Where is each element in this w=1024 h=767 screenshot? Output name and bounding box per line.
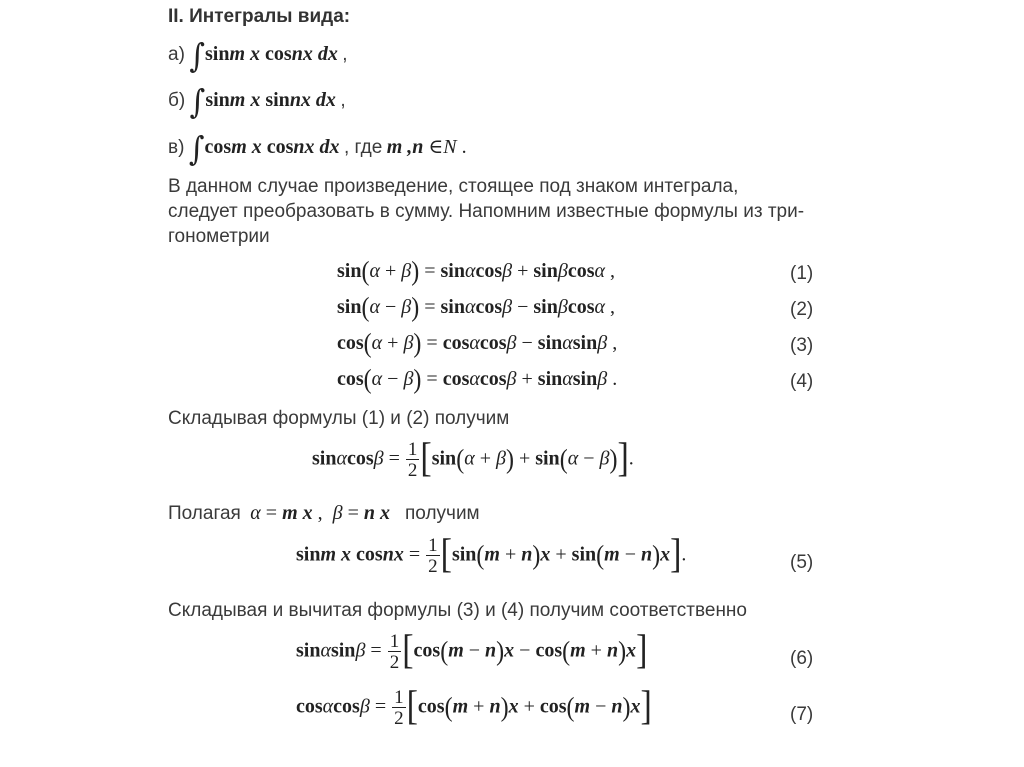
eq-number-4: (4) bbox=[790, 371, 814, 392]
eq-number-6: (6) bbox=[790, 648, 814, 669]
identity-1: sin(α + β) = sinαcosβ + sinβcosα , bbox=[337, 257, 615, 287]
integral-item-v: в) ∫cosm x cosnx dx , где m ,n ∈N . bbox=[168, 130, 467, 169]
equation-7: cosαcosβ = $\frac{1}{2}$ [cos(m + n)x + cos(m − n)x] bbox=[296, 683, 652, 729]
integral-item-b: б) ∫sinm x sinnx dx , bbox=[168, 83, 346, 122]
item-tail: , bbox=[340, 90, 346, 111]
eq-number-5: (5) bbox=[790, 552, 814, 573]
func-name: sin bbox=[265, 89, 290, 111]
item-label: в) bbox=[168, 137, 185, 158]
half-fraction: $\frac{1}{2}$ bbox=[407, 439, 418, 481]
condition-vars: m ,n bbox=[386, 136, 424, 158]
eq-number-3: (3) bbox=[790, 335, 814, 356]
item-tail: , где bbox=[344, 137, 383, 158]
func-name: sin bbox=[205, 43, 230, 65]
addsub-34-text: Складывая и вычитая формулы (3) и (4) получим соответственно bbox=[168, 600, 747, 621]
substitution-prefix: Полагая bbox=[168, 503, 241, 524]
item-label: б) bbox=[168, 90, 186, 111]
item-label: а) bbox=[168, 44, 185, 65]
section-title bbox=[168, 6, 350, 28]
intro-line-1: В данном случае произведение, стоящее под знаком интеграла, bbox=[168, 176, 739, 197]
func-name: sin bbox=[205, 89, 230, 111]
func-name: cos bbox=[265, 43, 292, 65]
item-tail: , bbox=[342, 44, 348, 65]
integral-sign: ∫ bbox=[189, 83, 206, 122]
identity-3: cos(α + β) = cosαcosβ − sinαsinβ , bbox=[337, 329, 618, 359]
condition-end: . bbox=[461, 136, 467, 158]
eq-number-2: (2) bbox=[790, 299, 814, 320]
equation-5: sinm x cosnx = $\frac{1}{2}$ [sin(m + n)x + sin(m − n)x]. bbox=[296, 531, 687, 577]
intro-line-2: следует преобразовать в сумму. Напомним известные формулы из три- bbox=[168, 201, 805, 222]
eq-number-1: (1) bbox=[790, 263, 814, 284]
product-sum-formula: sinαcosβ = $\frac{1}{2}$ [sin(α + β) + sin(α − β)]. bbox=[312, 435, 634, 481]
half-fraction: $\frac{1}{2}$ bbox=[389, 631, 400, 673]
condition-set: N bbox=[443, 136, 457, 158]
func-name: cos bbox=[204, 136, 232, 158]
integral-sign: ∫ bbox=[189, 37, 205, 76]
integral-sign: ∫ bbox=[188, 130, 205, 169]
equation-6: sinαsinβ = $\frac{1}{2}$ [cos(m − n)x − cos(m + n)x] bbox=[296, 627, 648, 673]
eq-number-7: (7) bbox=[790, 704, 814, 725]
integral-item-a: а) ∫sinm x cosnx dx , bbox=[168, 37, 348, 76]
adding-12-text: Складывая формулы (1) и (2) получим bbox=[168, 408, 510, 429]
identity-4: cos(α − β) = cosαcosβ + sinαsinβ . bbox=[337, 365, 618, 395]
substitution-line: Полагая α = m x , β = n x получим bbox=[168, 502, 480, 524]
section-title-text: II. Интегралы вида: bbox=[168, 6, 351, 27]
identity-2: sin(α − β) = sinαcosβ − sinβcosα , bbox=[337, 293, 615, 323]
half-fraction: $\frac{1}{2}$ bbox=[394, 687, 404, 729]
intro-line-3: гонометрии bbox=[168, 226, 270, 247]
substitution-suffix: получим bbox=[405, 503, 480, 524]
func-name: cos bbox=[266, 136, 294, 158]
half-fraction: $\frac{1}{2}$ bbox=[428, 535, 438, 577]
